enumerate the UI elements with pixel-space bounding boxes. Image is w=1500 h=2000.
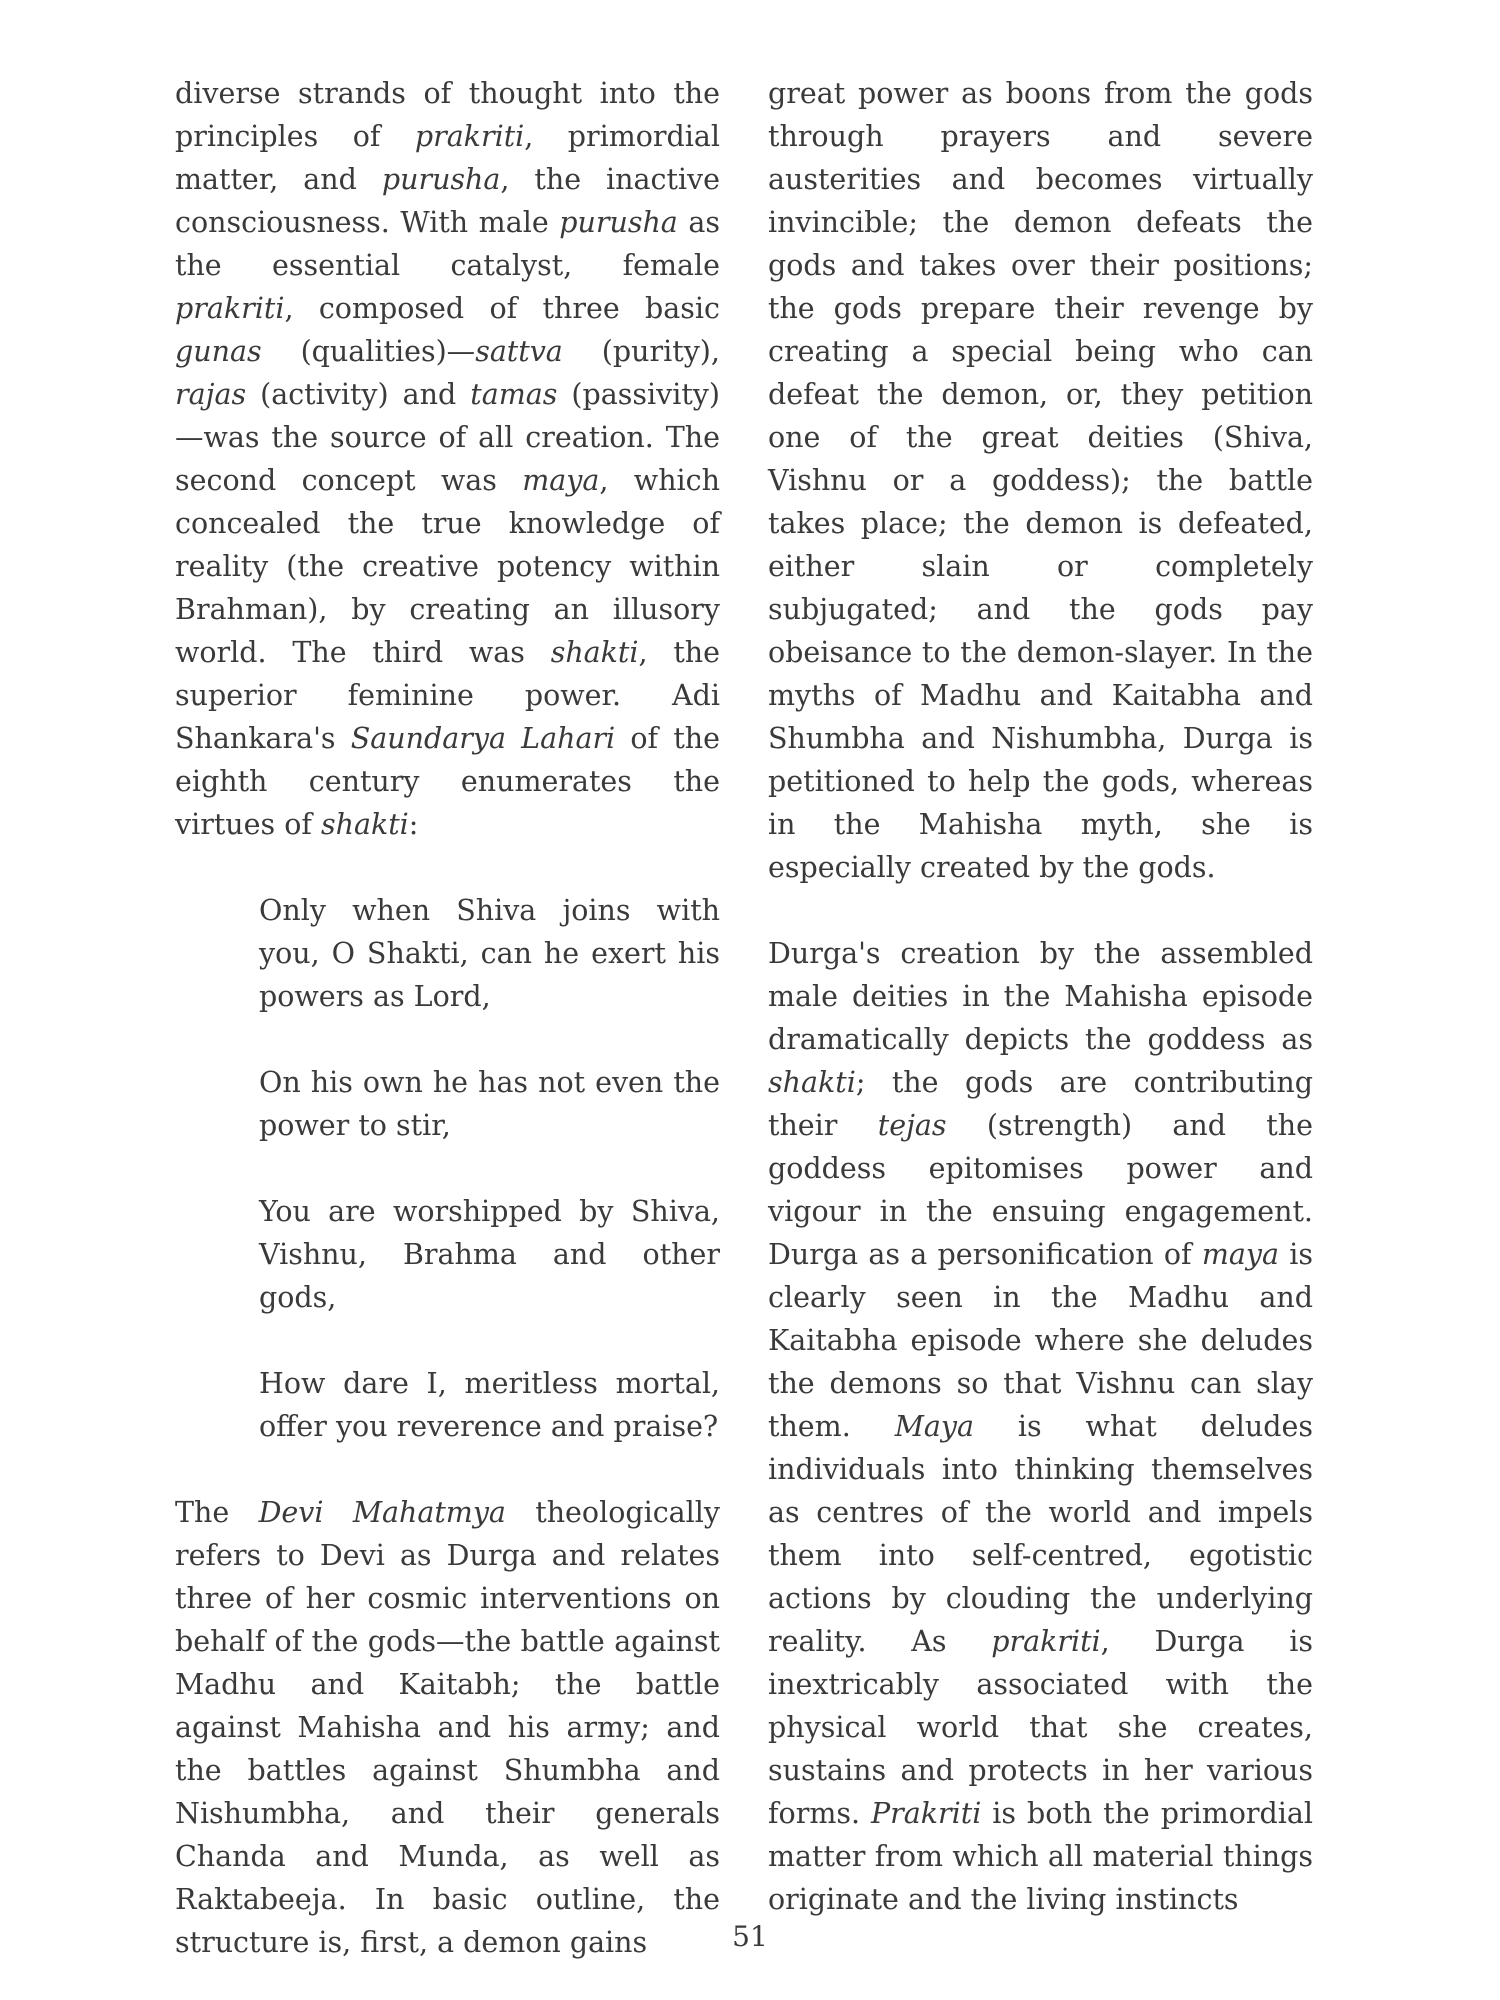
text-run: , the inactive consciousness. With male bbox=[175, 163, 720, 239]
text-run: is clearly seen in the Madhu and Kaitabha episode where she deludes the demons so that Vishnu can slay them. bbox=[768, 1238, 1313, 1443]
italic-term: tamas bbox=[470, 378, 558, 411]
italic-term: maya bbox=[522, 464, 600, 497]
page-number: 51 bbox=[732, 1920, 768, 1953]
left-paragraph-1 bbox=[175, 72, 720, 846]
text-run: , Durga is inextricably associated with the physical world that she creates, sustains and protects in her various forms. bbox=[768, 1625, 1313, 1830]
text-run: theologically refers to Devi as Durga and relates three of her cosmic interventions on behalf of the gods—the battle against Madhu and Kaitabh; the battle against Mahisha and his army; and the battles against Shumbha and Nishumbha, and their generals Chanda and Munda, as well as Raktabeeja. In basic outline, the structure is, first, a demon gains bbox=[175, 1496, 720, 1959]
text-run: is both the primordial matter from which all material things originate and the living instincts bbox=[768, 1797, 1313, 1916]
text-run: , the superior feminine power. Adi Shankara's bbox=[175, 636, 720, 755]
text-run: , which concealed the true knowledge of reality (the creative potency within Brahman), by creating an illusory world. The third was bbox=[175, 464, 720, 669]
text-run: : bbox=[408, 808, 419, 841]
right-paragraph-1: great power as boons from the gods through prayers and severe austerities and becomes virtually invincible; the demon defeats the gods and takes over their positions; the gods prepare their revenge by creating a special being who can defeat the demon, or, they petition one of the great deities (Shiva, Vishnu or a goddess); the battle takes place; the demon is defeated, either slain or completely subjugated; and the gods pay obeisance to the demon-slayer. In the myths of Madhu and Kaitabha and Shumbha and Nishumbha, Durga is petitioned to help the gods, whereas in the Mahisha myth, she is especially created by the gods. bbox=[768, 77, 1313, 884]
verse-line: How dare I, meritless mortal, offer you reverence and praise? bbox=[259, 1367, 720, 1443]
right-paragraph-2 bbox=[768, 932, 1313, 1921]
right-column bbox=[768, 72, 1313, 1921]
left-column bbox=[175, 72, 720, 1964]
italic-term: purusha bbox=[559, 206, 678, 239]
text-run: as the essential catalyst, female bbox=[175, 206, 720, 282]
italic-term: shakti bbox=[550, 636, 639, 669]
left-paragraph-2 bbox=[175, 1491, 720, 1964]
text-run: (purity), bbox=[562, 335, 720, 368]
italic-term: prakriti bbox=[175, 292, 285, 325]
italic-term: shakti bbox=[320, 808, 409, 841]
italic-term: prakriti bbox=[414, 120, 525, 153]
text-run: Durga's creation by the assembled male deities in the Mahisha episode dramatically depicts the goddess as bbox=[768, 937, 1313, 1056]
text-run: is what deludes individuals into thinking themselves as centres of the world and impels them into self-centred, egotistic actions by clouding the underlying reality. As bbox=[768, 1410, 1313, 1658]
italic-term: prakriti bbox=[991, 1625, 1101, 1658]
text-run: , composed of three basic bbox=[284, 292, 720, 325]
verse-line: Only when Shiva joins with you, O Shakti, can he exert his powers as Lord, bbox=[259, 894, 720, 1013]
text-run: (passivity)—was the source of all creation. The second concept was bbox=[175, 378, 721, 497]
text-run: (strength) and the goddess epitomises power and vigour in the ensuing engagement. Durga as a personification of bbox=[768, 1109, 1313, 1271]
text-run: , primordial matter, and bbox=[175, 120, 721, 196]
verse-line: You are worshipped by Shiva, Vishnu, Brahma and other gods, bbox=[259, 1195, 720, 1314]
italic-term: gunas bbox=[175, 335, 262, 368]
italic-term: Maya bbox=[894, 1410, 974, 1443]
text-run: diverse strands of thought into the principles of bbox=[175, 77, 720, 153]
italic-term: rajas bbox=[175, 378, 247, 411]
verse-line: On his own he has not even the power to stir, bbox=[259, 1066, 720, 1142]
italic-term: maya bbox=[1201, 1238, 1279, 1271]
italic-term: sattva bbox=[475, 335, 563, 368]
italic-term: purusha bbox=[381, 163, 501, 196]
text-run: (qualities)— bbox=[261, 335, 476, 368]
text-run: of the eighth century enumerates the virtues of bbox=[175, 722, 720, 841]
italic-term: shakti bbox=[768, 1066, 856, 1099]
italic-term: Devi Mahatmya bbox=[258, 1496, 506, 1529]
block-quote-verse bbox=[259, 889, 720, 1448]
italic-term: Saundarya Lahari bbox=[350, 722, 616, 755]
text-run: ; the gods are contributing their bbox=[768, 1066, 1313, 1142]
text-run: (activity) and bbox=[246, 378, 471, 411]
italic-term: Prakriti bbox=[870, 1797, 982, 1830]
italic-term: tejas bbox=[877, 1109, 947, 1142]
text-run: The bbox=[175, 1496, 259, 1529]
